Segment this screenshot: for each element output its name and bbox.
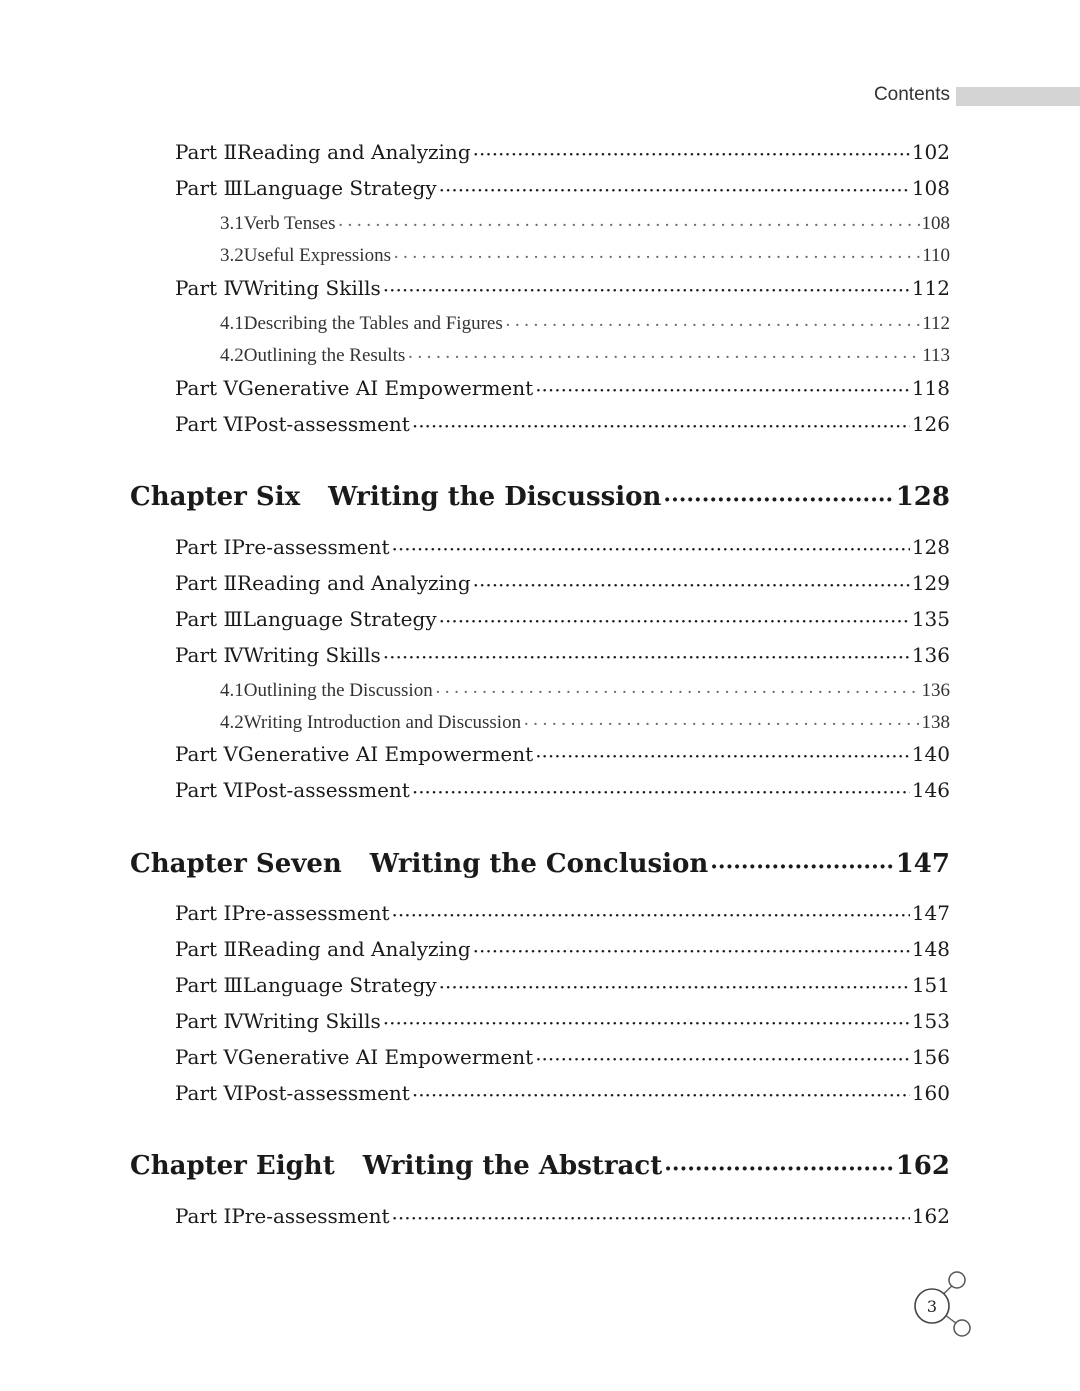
- toc-entry-label: Part Ⅰ: [175, 1204, 232, 1228]
- dot-leader: [505, 315, 920, 334]
- toc-entry-label: Part Ⅳ: [175, 643, 244, 667]
- running-head-bar: [956, 87, 1080, 106]
- toc-entry[interactable]: [175, 1009, 950, 1033]
- toc-entry-title: Reading and Analyzing: [237, 937, 471, 961]
- toc-entry-title: Writing Skills: [243, 643, 381, 667]
- toc-chapter-label: Chapter Seven: [130, 849, 342, 879]
- toc-subentry[interactable]: [220, 712, 950, 734]
- toc-entry-title: Language Strategy: [242, 176, 437, 200]
- dot-leader: [392, 1206, 910, 1226]
- dot-leader: [535, 378, 910, 398]
- toc-entry-title: Generative AI Empowerment: [237, 1045, 534, 1069]
- toc-entry-label: Part Ⅲ: [175, 607, 243, 631]
- toc-entry-page: 160: [911, 1081, 950, 1105]
- dot-leader: [473, 573, 910, 593]
- toc-entry-page: 147: [911, 901, 950, 925]
- toc-entry-label: Part Ⅳ: [175, 1009, 244, 1033]
- toc-entry[interactable]: [175, 643, 950, 667]
- toc-entry[interactable]: [175, 937, 950, 961]
- dot-leader: [439, 975, 910, 995]
- dot-leader: [535, 744, 910, 764]
- toc-entry[interactable]: [175, 535, 950, 559]
- toc-entry-title: Verb Tenses: [243, 213, 336, 234]
- page-number-badge: [905, 1265, 985, 1345]
- dot-leader: [412, 414, 910, 434]
- toc-entry-title: Writing Skills: [243, 276, 381, 300]
- toc-entry-page: 148: [911, 937, 950, 961]
- toc-entry-page: 140: [911, 742, 950, 766]
- toc-subentry[interactable]: [220, 680, 950, 702]
- dot-leader: [435, 682, 920, 701]
- toc-entry-title: Pre-assessment: [231, 1204, 390, 1228]
- toc-entry-label: Part Ⅲ: [175, 176, 243, 200]
- toc-chapter-title: Writing the Discussion: [328, 482, 662, 512]
- toc-entry[interactable]: [175, 412, 950, 436]
- toc-subentry[interactable]: [220, 245, 950, 267]
- toc-entry-label: Part Ⅵ: [175, 1081, 244, 1105]
- toc-chapter[interactable]: [130, 849, 950, 879]
- toc-chapter-page: 128: [895, 482, 950, 512]
- toc-entry[interactable]: [175, 607, 950, 631]
- dot-leader: [393, 247, 920, 266]
- toc-entry-label: Part Ⅳ: [175, 276, 244, 300]
- toc-entry-page: 128: [911, 535, 950, 559]
- toc-entry-label: Part Ⅱ: [175, 140, 238, 164]
- dot-leader: [392, 537, 910, 557]
- toc-entry-page: 136: [921, 680, 950, 701]
- toc-entry[interactable]: [175, 901, 950, 925]
- toc-subentry[interactable]: [220, 313, 950, 335]
- toc-entry-label: 3.1: [220, 213, 244, 234]
- toc-entry-title: Useful Expressions: [243, 245, 391, 266]
- toc-entry-title: Language Strategy: [242, 973, 437, 997]
- toc-entry-label: 4.1: [220, 313, 244, 334]
- toc-entry-label: Part Ⅴ: [175, 1045, 238, 1069]
- toc-chapter-label: Chapter Six: [130, 482, 301, 512]
- toc-entry-title: Pre-assessment: [231, 901, 390, 925]
- toc-entry[interactable]: [175, 176, 950, 200]
- toc-entry-page: 146: [911, 778, 950, 802]
- toc-entry-title: Generative AI Empowerment: [237, 376, 534, 400]
- toc-entry-title: Outlining the Discussion: [243, 680, 433, 701]
- toc-entry-label: Part Ⅱ: [175, 571, 238, 595]
- toc-entry-label: Part Ⅴ: [175, 376, 238, 400]
- dot-leader: [383, 278, 910, 298]
- toc-entry[interactable]: [175, 1204, 950, 1228]
- toc-entry-page: 138: [921, 712, 950, 733]
- toc-entry-title: Post-assessment: [243, 412, 410, 436]
- dot-leader: [664, 1156, 893, 1182]
- toc-chapter-page: 162: [895, 1151, 950, 1181]
- toc-chapter-title: Writing the Abstract: [362, 1151, 663, 1181]
- dot-leader: [473, 939, 910, 959]
- toc-entry-label: 4.2: [220, 712, 244, 733]
- dot-leader: [407, 347, 920, 366]
- toc-entry-page: 162: [911, 1204, 950, 1228]
- toc-entry[interactable]: [175, 742, 950, 766]
- toc-entry-title: Writing Skills: [243, 1009, 381, 1033]
- toc-chapter[interactable]: [130, 482, 950, 512]
- dot-leader: [535, 1047, 910, 1067]
- toc-entry-page: 112: [911, 276, 950, 300]
- toc-entry-page: 108: [921, 213, 950, 234]
- toc-entry-page: 129: [911, 571, 950, 595]
- molecule-icon: [905, 1265, 985, 1345]
- toc-entry[interactable]: [175, 376, 950, 400]
- dot-leader: [337, 215, 919, 234]
- dot-leader: [439, 178, 910, 198]
- page-number: 3: [926, 1297, 938, 1316]
- toc-entry-label: 3.2: [220, 245, 244, 266]
- toc-entry[interactable]: [175, 1045, 950, 1069]
- toc-entry-title: Describing the Tables and Figures: [243, 313, 503, 334]
- toc-entry-page: 110: [922, 245, 950, 266]
- toc-entry-label: Part Ⅴ: [175, 742, 238, 766]
- dot-leader: [523, 714, 919, 733]
- dot-leader: [392, 903, 910, 923]
- dot-leader: [412, 780, 910, 800]
- toc-entry-label: Part Ⅵ: [175, 412, 244, 436]
- toc-entry-page: 135: [911, 607, 950, 631]
- toc-entry-page: 118: [911, 376, 950, 400]
- toc-entry-title: Pre-assessment: [231, 535, 390, 559]
- toc-entry-label: Part Ⅰ: [175, 901, 232, 925]
- toc-entry-page: 113: [922, 345, 950, 366]
- toc-entry[interactable]: [175, 778, 950, 802]
- toc-chapter-title: Writing the Conclusion: [369, 849, 709, 879]
- dot-leader: [412, 1083, 910, 1103]
- dot-leader: [383, 1011, 910, 1031]
- toc-entry-title: Reading and Analyzing: [237, 571, 471, 595]
- toc-entry[interactable]: [175, 571, 950, 595]
- toc-entry[interactable]: [175, 1081, 950, 1105]
- toc-subentry[interactable]: [220, 213, 950, 235]
- toc-entry-label: 4.1: [220, 680, 244, 701]
- toc-entry-page: 102: [911, 140, 950, 164]
- toc-entry-title: Reading and Analyzing: [237, 140, 471, 164]
- toc-entry-title: Outlining the Results: [243, 345, 406, 366]
- dot-leader: [383, 645, 910, 665]
- toc-entry[interactable]: [175, 140, 950, 164]
- toc-entry-page: 151: [911, 973, 950, 997]
- toc-entry-label: Part Ⅲ: [175, 973, 243, 997]
- toc-entry-page: 156: [911, 1045, 950, 1069]
- toc-chapter-page: 147: [895, 849, 950, 879]
- toc-entry-page: 108: [911, 176, 950, 200]
- running-head: Contents: [873, 84, 950, 105]
- toc-entry-title: Writing Introduction and Discussion: [243, 712, 522, 733]
- toc-entry-page: 126: [911, 412, 950, 436]
- toc-subentry[interactable]: [220, 345, 950, 367]
- toc-entry[interactable]: [175, 973, 950, 997]
- toc-entry-title: Language Strategy: [242, 607, 437, 631]
- toc-entry-title: Generative AI Empowerment: [237, 742, 534, 766]
- toc-chapter-label: Chapter Eight: [130, 1151, 335, 1181]
- toc-entry-label: Part Ⅱ: [175, 937, 238, 961]
- toc-entry-page: 136: [911, 643, 950, 667]
- toc-entry-label: 4.2: [220, 345, 244, 366]
- toc-entry-title: Post-assessment: [243, 1081, 410, 1105]
- toc-entry-page: 153: [911, 1009, 950, 1033]
- toc-entry-label: Part Ⅰ: [175, 535, 232, 559]
- dot-leader: [473, 142, 910, 162]
- toc-entry-label: Part Ⅵ: [175, 778, 244, 802]
- toc-entry[interactable]: [175, 276, 950, 300]
- toc-chapter[interactable]: [130, 1151, 950, 1181]
- dot-leader: [663, 487, 893, 513]
- toc-entry-title: Post-assessment: [243, 778, 410, 802]
- toc-entry-page: 112: [922, 313, 950, 334]
- dot-leader: [710, 854, 893, 880]
- dot-leader: [439, 609, 910, 629]
